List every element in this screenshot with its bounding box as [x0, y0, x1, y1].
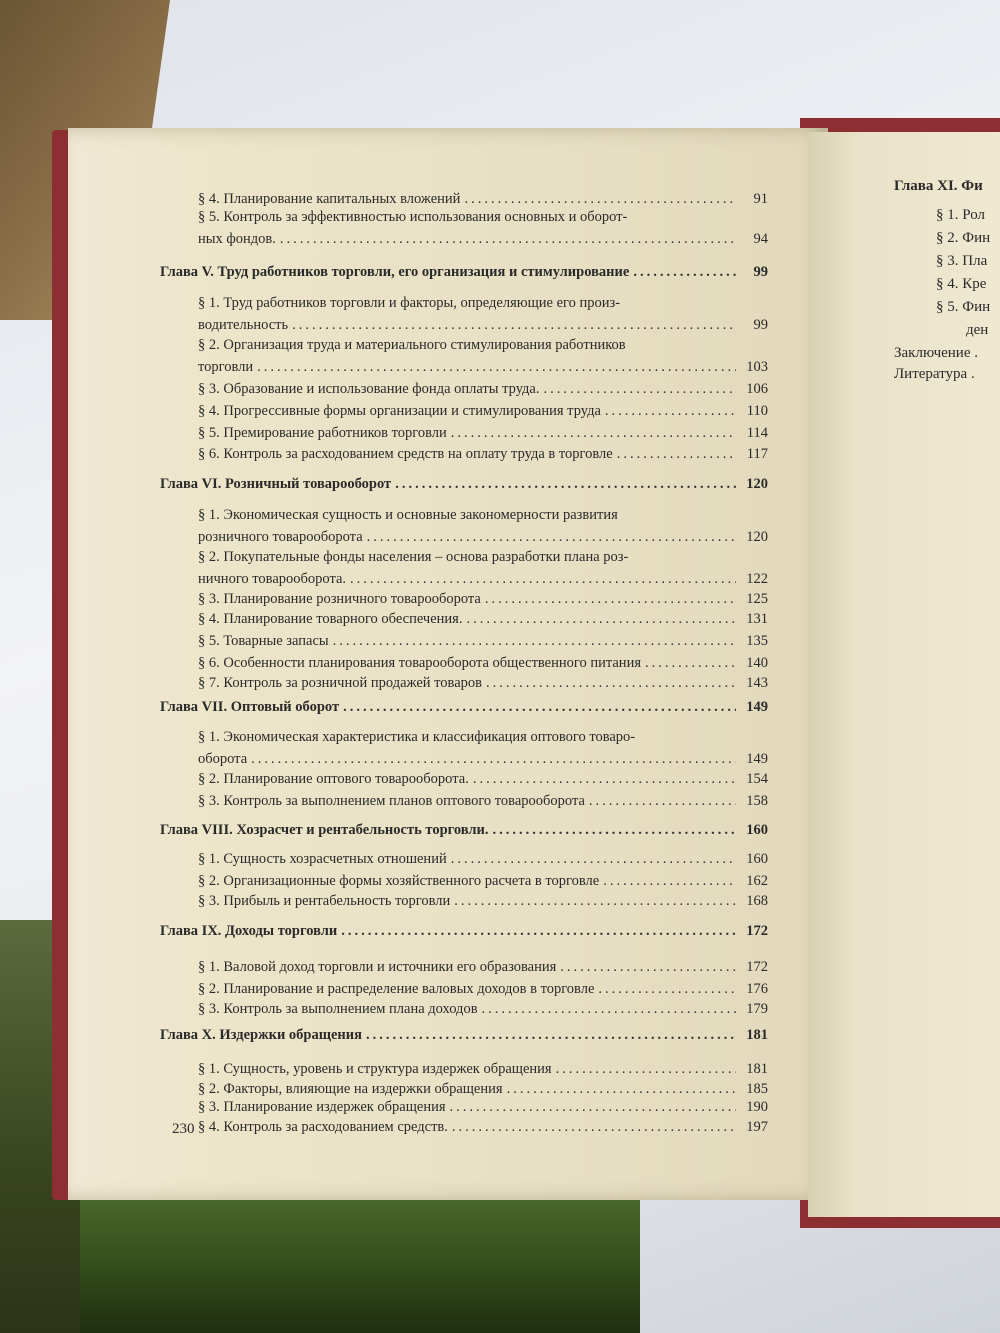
toc-entry-text: § 6. Контроль за расходованием средств на оплату труда в торговле: [198, 446, 613, 462]
leader-dots: [395, 475, 736, 493]
toc-section-entry: [198, 892, 768, 910]
toc-page-number: 114: [746, 425, 768, 441]
toc-page-number: 181: [746, 1027, 768, 1043]
toc-section-entry: [198, 872, 768, 890]
leader-dots: [350, 570, 736, 588]
right-page-line: Глава XI. Фи: [894, 178, 983, 194]
toc-page-number: 172: [746, 959, 768, 975]
toc-section-entry: [198, 528, 768, 546]
toc-chapter-entry: [160, 1026, 768, 1044]
leader-dots: [367, 528, 736, 546]
toc-entry-text: ных фондов.: [198, 231, 276, 247]
toc-section-entry: [198, 230, 768, 248]
toc-entry-text: § 3. Прибыль и рентабельность торговли: [198, 893, 451, 909]
toc-section-entry: [198, 1060, 768, 1078]
leader-dots: [645, 654, 736, 672]
leader-dots: [292, 316, 736, 334]
toc-section-entry: [198, 610, 768, 628]
leader-dots: [451, 424, 736, 442]
leader-dots: [251, 750, 736, 768]
toc-entry-text: § 2. Организация труда и материального стимулирования работников: [198, 337, 626, 353]
leader-dots: [493, 821, 736, 839]
toc-entry-text: Глава VI. Розничный товарооборот: [160, 476, 392, 492]
toc-section-entry: [198, 380, 768, 398]
toc-chapter-entry: [160, 263, 768, 281]
toc-section-entry: [198, 958, 768, 976]
right-page-line: § 3. Пла: [936, 253, 988, 269]
toc-entry-text: § 6. Особенности планирования товарооборота общественного питания: [198, 655, 641, 671]
leader-dots: [603, 872, 736, 890]
toc-entry-text: Глава V. Труд работников торговли, его организация и стимулирование: [160, 264, 630, 280]
toc-page-number: 197: [746, 1119, 768, 1135]
toc-section-entry: [198, 570, 768, 588]
toc-page-number: 131: [746, 611, 768, 627]
toc-section-entry: [198, 850, 768, 868]
toc-entry-text: торговли: [198, 359, 254, 375]
toc-entry-text: § 4. Планирование капитальных вложений: [198, 191, 461, 207]
toc-page-number: 176: [746, 981, 768, 997]
left-page: [68, 128, 828, 1200]
leader-dots: [617, 445, 736, 463]
leader-dots: [598, 980, 736, 998]
toc-page-number: 135: [746, 633, 768, 649]
toc-page-number: 120: [746, 476, 768, 492]
leader-dots: [486, 674, 736, 692]
page-number: 230: [172, 1121, 195, 1137]
leader-dots: [560, 958, 736, 976]
toc-entry-text: § 2. Покупательные фонды населения – основа разработки плана роз-: [198, 549, 629, 565]
toc-page-number: 110: [746, 403, 768, 419]
leader-dots: [343, 698, 736, 716]
toc-entry-text: § 4. Планирование товарного обеспечения.: [198, 611, 463, 627]
toc-chapter-entry: [160, 922, 768, 940]
toc-page-number: 185: [746, 1081, 768, 1097]
toc-page-number: 172: [746, 923, 768, 939]
leader-dots: [544, 380, 737, 398]
background-grass: [80, 1190, 640, 1333]
leader-dots: [280, 230, 736, 248]
toc-page-number: 168: [746, 893, 768, 909]
toc-page-number: 179: [746, 1001, 768, 1017]
leader-dots: [556, 1060, 736, 1078]
leader-dots: [633, 263, 736, 281]
toc-page-number: 94: [753, 231, 768, 247]
toc-entry-text: § 7. Контроль за розничной продажей товаров: [198, 675, 482, 691]
toc-entry-text: § 5. Товарные запасы: [198, 633, 329, 649]
toc-entry-text: § 1. Экономическая сущность и основные закономерности развития: [198, 507, 618, 523]
toc-section-entry: [198, 1080, 768, 1098]
toc-entry-text: § 1. Сущность, уровень и структура издержек обращения: [198, 1061, 552, 1077]
toc-section-entry: [198, 980, 768, 998]
toc-page-number: 140: [746, 655, 768, 671]
toc-page-number: 99: [753, 317, 768, 333]
toc-page-number: 158: [746, 793, 768, 809]
right-page-line: Заключение .: [894, 345, 978, 361]
leader-dots: [466, 610, 736, 628]
toc-section-entry: [198, 190, 768, 208]
toc-entry-text: Глава X. Издержки обращения: [160, 1027, 362, 1043]
toc-section-entry: [198, 792, 768, 810]
toc-page-number: 149: [746, 751, 768, 767]
toc-page-number: 160: [746, 822, 768, 838]
toc-section-entry: [198, 1098, 768, 1116]
toc-section-entry: [198, 750, 768, 768]
leader-dots: [507, 1080, 736, 1098]
toc-section-entry: [198, 770, 768, 788]
toc-page-number: 160: [746, 851, 768, 867]
right-page-line: § 2. Фин: [936, 230, 991, 246]
toc-entry-text: § 5. Премирование работников торговли: [198, 425, 447, 441]
toc-entry-text: розничного товарооборота: [198, 529, 363, 545]
leader-dots: [450, 1098, 736, 1116]
leader-dots: [482, 1000, 736, 1018]
leader-dots: [257, 358, 736, 376]
toc-section-entry: [198, 590, 768, 608]
toc-entry-text: ничного товарооборота.: [198, 571, 347, 587]
toc-entry-text: § 1. Экономическая характеристика и классификация оптового товаро-: [198, 729, 636, 745]
toc-entry-text: § 3. Планирование розничного товарооборота: [198, 591, 481, 607]
toc-page-number: 162: [746, 873, 768, 889]
toc-page-number: 122: [746, 571, 768, 587]
leader-dots: [589, 792, 736, 810]
toc-page-number: 120: [746, 529, 768, 545]
toc-page-number: 106: [746, 381, 768, 397]
toc-entry-text: § 3. Контроль за выполнением плана доходов: [198, 1001, 478, 1017]
toc-chapter-entry: [160, 475, 768, 493]
toc-entry-text: § 2. Планирование оптового товарооборота.: [198, 771, 469, 787]
toc-chapter-entry: [160, 698, 768, 716]
toc-entry-text: водительность: [198, 317, 289, 333]
toc-entry-text: § 1. Валовой доход торговли и источники его образования: [198, 959, 557, 975]
toc-page-number: 117: [746, 446, 768, 462]
toc-entry-text: § 3. Образование и использование фонда оплаты труда.: [198, 381, 540, 397]
leader-dots: [464, 190, 736, 208]
leader-dots: [605, 402, 736, 420]
toc-entry-text: § 2. Факторы, влияющие на издержки обращения: [198, 1081, 503, 1097]
leader-dots: [333, 632, 736, 650]
toc-entry-text: § 1. Труд работников торговли и факторы, определяющие его произ-: [198, 295, 621, 311]
toc-entry-text: Глава VII. Оптовый оборот: [160, 699, 340, 715]
leader-dots: [473, 770, 736, 788]
toc-entry-text: § 2. Организационные формы хозяйственного расчета в торговле: [198, 873, 600, 889]
toc-entry-text: § 2. Планирование и распределение валовых доходов в торговле: [198, 981, 595, 997]
toc-page-number: 99: [753, 264, 768, 280]
right-page-line: § 4. Кре: [936, 276, 987, 292]
toc-entry-text: § 5. Контроль за эффективностью использования основных и оборот-: [198, 209, 628, 225]
leader-dots: [366, 1026, 736, 1044]
toc-page-number: 149: [746, 699, 768, 715]
toc-page-number: 91: [753, 191, 768, 207]
toc-entry-text: Глава VIII. Хозрасчет и рентабельность торговли.: [160, 822, 489, 838]
toc-page-number: 143: [746, 675, 768, 691]
toc-section-entry: [198, 1118, 768, 1136]
toc-section-entry: [198, 1000, 768, 1018]
leader-dots: [452, 1118, 736, 1136]
right-page: [808, 132, 1000, 1217]
leader-dots: [454, 892, 736, 910]
toc-entry-text: § 3. Контроль за выполнением планов оптового товарооборота: [198, 793, 585, 809]
right-page-line: ден: [966, 322, 989, 338]
toc-section-entry: [198, 424, 768, 442]
right-page-line: Литература .: [894, 366, 975, 382]
toc-page-number: 181: [746, 1061, 768, 1077]
toc-entry-text: оборота: [198, 751, 248, 767]
toc-entry-text: § 4. Контроль за расходованием средств.: [198, 1119, 448, 1135]
toc-chapter-entry: [160, 821, 768, 839]
toc-section-entry: [198, 654, 768, 672]
toc-entry-text: Глава IX. Доходы торговли: [160, 923, 338, 939]
toc-entry-text: § 4. Прогрессивные формы организации и стимулирования труда: [198, 403, 601, 419]
right-page-line: § 1. Рол: [936, 207, 986, 223]
toc-page-number: 103: [746, 359, 768, 375]
toc-section-entry: [198, 674, 768, 692]
toc-section-entry: [198, 632, 768, 650]
toc-page-number: 190: [746, 1099, 768, 1115]
toc-section-entry: [198, 358, 768, 376]
toc-section-entry: [198, 316, 768, 334]
toc-section-entry: [198, 445, 768, 463]
toc-entry-text: § 3. Планирование издержек обращения: [198, 1099, 446, 1115]
toc-page-number: 154: [746, 771, 768, 787]
toc-section-entry: [198, 402, 768, 420]
toc-entry-text: § 1. Сущность хозрасчетных отношений: [198, 851, 447, 867]
leader-dots: [451, 850, 736, 868]
toc-page-number: 125: [746, 591, 768, 607]
leader-dots: [485, 590, 736, 608]
leader-dots: [341, 922, 736, 940]
right-page-line: § 5. Фин: [936, 299, 991, 315]
